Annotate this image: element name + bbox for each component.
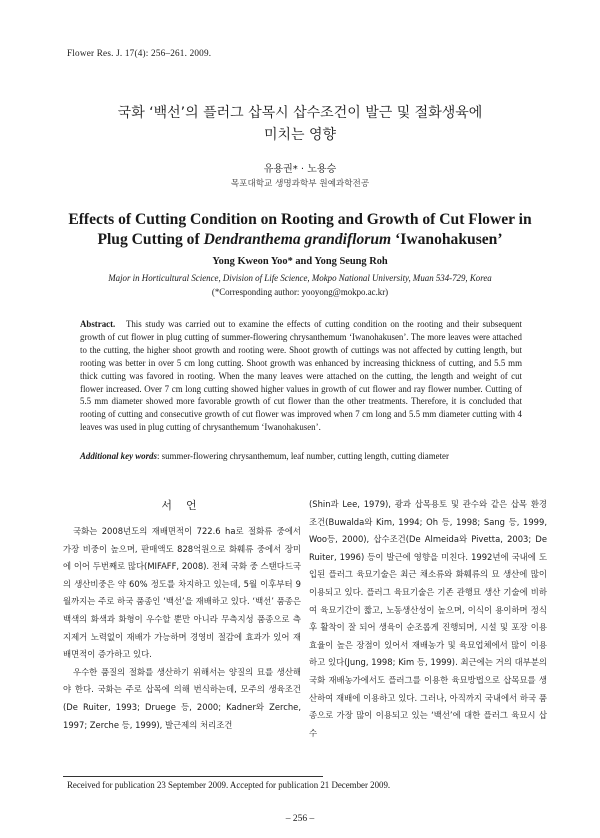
abstract-label: Abstract. (80, 319, 116, 329)
english-title-prefix: Plug Cutting of (97, 231, 204, 248)
abstract-text: This study was carried out to examine the effects of cutting condition on the rooting and their subsequent growth of cut flower in plug cutting of summer-flowering chrysanthemum ‘Iwanohakusen’. The more leaves were attached to the cutting, the higher shoot growth and rooting were. Shoot growth of cuttings was not affected by cutting length, but rooting was better in over 5 cm long cutting. Shoot growth was enhanced by increasing thickness of cutting, and 5.5 mm thick cutting was favored in rooting. When the many leaves were attached on the cutting, the length and weight of cut flower increased. Over 7 cm long cutting showed higher values in growth of cut flower and ray flower number. Cutting of 5.5 mm diameter showed more favorable growth of cut flower than the other treatments. Therefore, it is concluded that rooting of cutting and consecutive growth of cut flower was improved when 7 cm long and 5.5 mm diameter cutting with 4 leaves was used in plug cutting of chrysanthemum ‘Iwanohakusen’. (80, 319, 522, 433)
body-paragraph: (Shin과 Lee, 1979), 광과 삽목용토 및 관수와 같은 삽목 환경 조건(Buwalda와 Kim, 1994; Oh 등, 1998; Sang 등, 1999, Woo등, 2000), 삽수조건(De Almeida와 Pivetta, 2003; De Ruiter, 1996) 등이 발근에 영향을 미친다. 1992년에 국내에 도입된 플러그 육묘기술은 최근 채소류와 화훼류의 묘 생산에 많이 이용되고 있다. 플러그 육묘기술은 기존 관행묘 생산 기술에 비하여 육묘기간이 짧고, 노동생산성이 높으며, 이식이 용이하며 정식 후 활착이 잘 되어 생육이 순조롭게 진행되며, 시설 및 포장 이용효율이 높은 장점이 있어서 재배농가 및 육묘업체에서 많이 이용하고 있다(Jung, 1998; Kim 등, 1999). 최근에는 거의 대부분의 국화 재배농가에서도 플러그를 이용한 육묘방법으로 삽목묘를 생산하여 재배에 이용하고 있다. 그러나, 아직까지 국내에서 하국 품종으로 가장 많이 이용되고 있는 ‘백선’에 대한 플러그 육묘시 삽수 (309, 499, 547, 738)
body-paragraph: 국화는 2008년도의 재배면적이 722.6 ha로 절화류 중에서 가장 비중이 높으며, 판매액도 828억원으로 화훼류 중에서 장미에 이어 두번째로 많다(MIFAFF, 2008). 전체 국화 중 스탠다드국의 생산비중은 약 60% 정도를 차지하고 있는데, 5월 이후부터 9월까지는 주로 하국 품종인 ‘백선’을 재배하고 있다. ‘백선’ 품종은 백색의 화색과 화형이 우수할 뿐만 아니라 무측지성 품종으로 측지제거 노력없이 재배가 가능하며 경영비 절감에 효과가 있어 재배면적이 증가하고 있다. (63, 526, 301, 660)
page-number: – 256 – (285, 814, 315, 824)
corresponding-author: (*Corresponding author: yooyong@mokpo.ac.kr) (211, 287, 389, 297)
korean-title-line1: 국화 ‘백선’의 플러그 삽목시 삽수조건이 발근 및 절화생육에 (117, 105, 483, 121)
section-title: 서언 (161, 499, 211, 512)
body-left-column (63, 523, 301, 734)
species-name: Dendranthema grandiflorum (203, 231, 392, 248)
received-note: Received for publication 23 September 2009. Accepted for publication 21 December 2009. (67, 780, 391, 790)
english-title-line1: Effects of Cutting Condition on Rooting and Growth of Cut Flower in (68, 211, 532, 228)
journal-citation: Flower Res. J. 17(4): 256–261. 2009. (67, 48, 212, 58)
keywords-text: : summer-flowering chrysanthemum, leaf number, cutting length, cutting diameter (156, 451, 449, 461)
korean-title-line2: 미치는 영향 (263, 127, 337, 143)
english-title-line2 (40, 230, 560, 250)
keywords-label: Additional key words (80, 451, 157, 461)
korean-authors: 유용권* · 노용승 (263, 164, 337, 175)
footnote-rule (63, 776, 323, 777)
english-affiliation: Major in Horticultural Science, Division of Life Science, Mokpo National University, Muan 534-729, Korea (108, 273, 492, 283)
english-title-suffix: ‘Iwanohakusen’ (391, 231, 503, 248)
abstract (80, 318, 522, 434)
body-paragraph: 우수한 품질의 절화를 생산하기 위해서는 양질의 묘를 생산해야 한다. 국화는 주로 삽목에 의해 번식하는데, 모주의 생육조건(De Ruiter, 1993; Druege 등, 2000; Kadner와 Zerche, 1997; Zerche 등, 1999), 발근제의 처리조건 (63, 666, 301, 730)
english-authors: Yong Kweon Yoo* and Yong Seung Roh (212, 256, 388, 267)
keywords (80, 450, 522, 463)
body-right-column (309, 496, 547, 742)
korean-affiliation: 목포대학교 생명과학부 원예과학전공 (230, 179, 370, 189)
